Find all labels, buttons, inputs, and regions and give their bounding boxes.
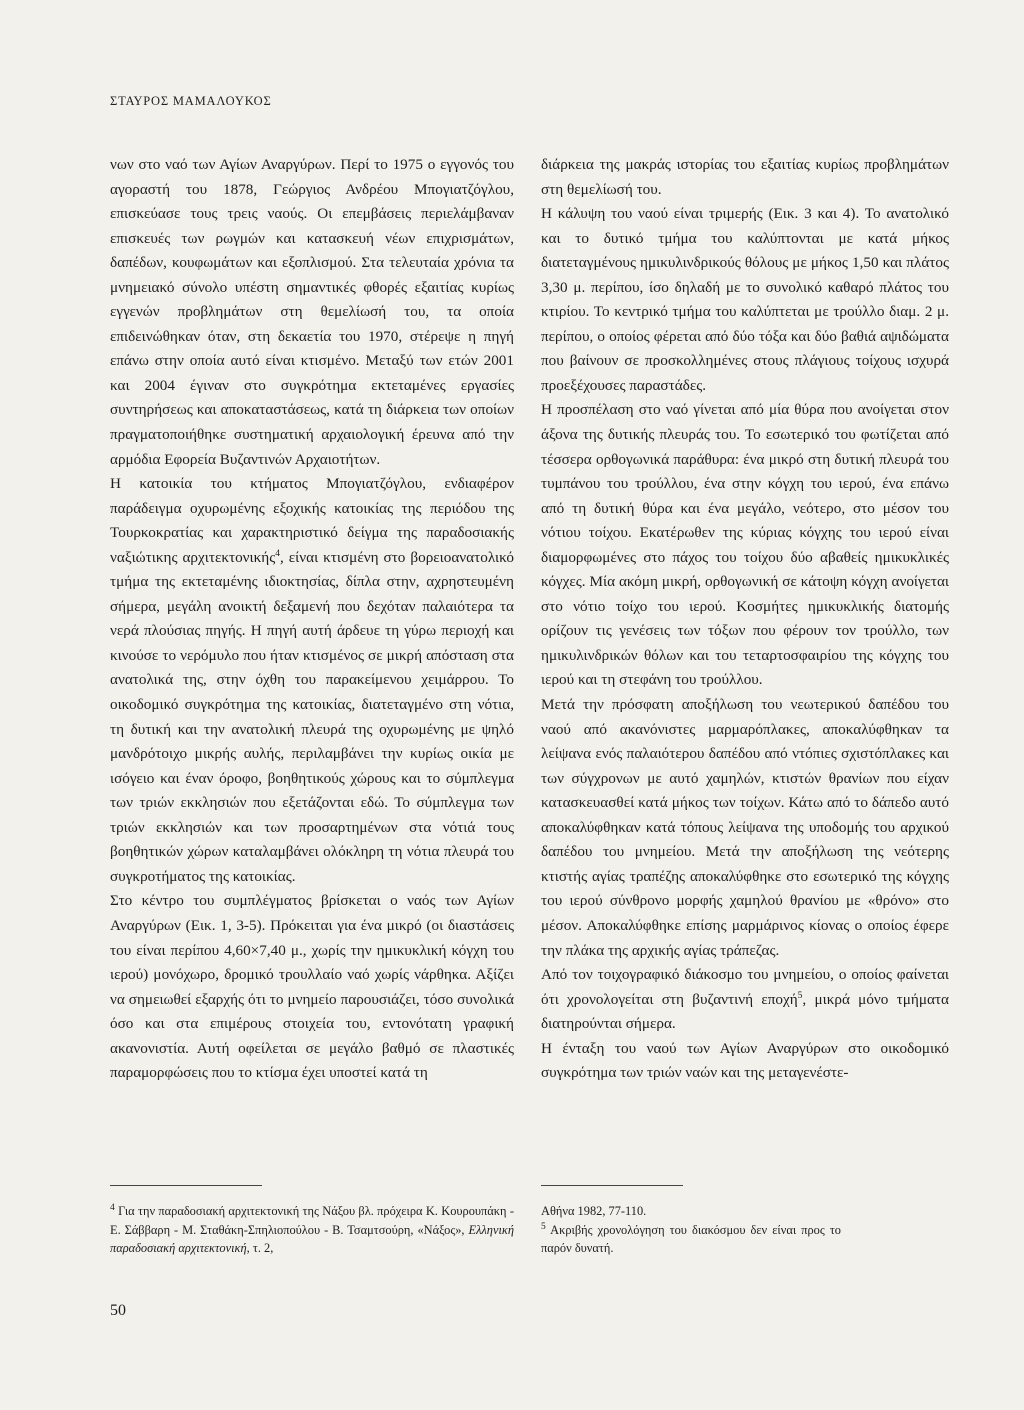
paragraph: Η κάλυψη του ναού είναι τριμερής (Εικ. 3 και 4). Το ανατολικό και το δυτικό τμήμα του καλύπτονται με κατά μήκος διατεταγμένους ημικυλινδρικούς θόλους με μήκος 1,50 και πλάτος 3,30 μ. περίπου, ίσο δηλαδή με το συνολικό καθαρό πλάτος του κτιρίου. Το κεντρικό τμήμα του καλύπτεται με τρούλλο διαμ. 2 μ. περίπου, ο οποίος φέρεται από δύο τόξα και δύο βαθιά αψιδώματα που βαίνουν σε προσκολλημένες στους πλάγιους τοίχους ισχυρά προεξέχουσες παραστάδες. [541,205,949,394]
paragraph: διάρκεια της μακράς ιστορίας του εξαιτίας κυρίως προβλημάτων στη θεμελίωσή του. [541,156,949,198]
paragraph [541,963,949,1037]
paragraph-text: , μικρά μόνο τμήματα διατηρούνται σήμερα. [541,990,949,1033]
footnote-4-continued: Αθήνα 1982, 77-110. [541,1204,647,1218]
footnote-ref-5[interactable]: 5 [797,990,803,1001]
paragraph [110,472,514,889]
footnote-number: 4 [110,1202,115,1213]
footnotes-left [110,1202,514,1258]
paragraph-text: , είναι κτισμένη στο βορειοανατολικό τμήμα της εκτεταμένης ιδιοκτησίας, δίπλα στην, αχρηστευμένη σήμερα, μεγάλη ανοικτή δεξαμενή που δεχόταν παλαιότερα τα νερά πλούσιας πηγής. Η πηγή αυτή άρδευε τη γύρω περιοχή και κινούσε το νερόμυλο που ήταν κτισμένος σε μικρή απόσταση στα ανατολικά της, στην όχθη του παρακείμενου χειμάρρου. Το οικοδομικό συγκρότημα της κατοικίας, διατεταγμένο στη νότια, τη δυτική και την ανατολική πλευρά της οχυρωμένης με ψηλό μανδρότοιχο μικρής αυλής, περιλαμβάνει την κυρίως οικία με ισόγειο και έναν όροφο, βοηθητικούς χώρους και το σύμπλεγμα των τριών εκκλησιών που εξετάζονται εδώ. Το σύμπλεγμα των τριών εκκλησιών και των προσαρτημένων στα νότιά τους βοηθητικών χώρων καταλαμβάνει ολόκληρη τη νότια πλευρά του συγκροτήματος της κατοικίας. [110,548,514,885]
footnote-5 [541,1221,841,1258]
footnote-number: 5 [541,1221,546,1232]
footnote-4 [110,1202,514,1258]
footnote-ref-4[interactable]: 4 [275,548,280,559]
footnote-divider [110,1185,262,1186]
footnote-text: Για την παραδοσιακή αρχιτεκτονική της Νάξου βλ. πρόχειρα Κ. Κουρουπάκη - Ε. Σάββαρη - Μ. Σταθάκη-Σπηλιοπούλου - Β. Τσαμτσούρη, «Νάξος», [110,1204,514,1237]
right-column [541,153,949,1086]
paragraph: νων στο ναό των Αγίων Αναργύρων. Περί το 1975 ο εγγονός του αγοραστή του 1878, Γεώργιος Ανδρέου Μπογιατζόγλου, επισκεύασε τους τρεις ναούς. Οι επεμβάσεις περιελάμβαναν επισκευές των ρωγμών και κατασκευή νέων επιχρισμάτων, δαπέδων, κουφωμάτων και εξοπλισμού. Στα τελευταία χρόνια τα μνημειακό σύνολο υπέστη σημαντικές φθορές εξαιτίας κυρίως εγγενών προβλημάτων στη θεμελίωσή του, τα οποία επιδεινώθηκαν όταν, στη δεκαετία του 1970, στέρεψε η πηγή επάνω στην οποία αυτό είναι κτισμένο. Μεταξύ των ετών 2001 και 2004 έγιναν στο συγκρότημα εκτεταμένες εργασίες συντηρήσεως και αποκαταστάσεως, κατά τη διάρκεια των οποίων πραγματοποιήθηκε συστηματική αρχαιολογική έρευνα από την αρμόδια Εφορεία Βυζαντινών Αρχαιοτήτων. [110,156,514,468]
footnote-text: , τ. 2, [246,1241,274,1256]
running-head: ΣΤΑΥΡΟΣ ΜΑΜΑΛΟΥΚΟΣ [110,94,272,108]
page-number: 50 [110,1302,126,1319]
paragraph-text: Η κατοικία του κτήματος Μπογιατζόγλου, ενδιαφέρον παράδειγμα οχυρωμένης εξοχικής κατοικίας της περιόδου της Τουρκοκρατίας και χαρακτηριστικό δείγμα της παραδοσιακής ναξιώτικης αρχιτεκτονικής [110,475,514,566]
footnotes-right [541,1202,841,1258]
footnote-text: Ακριβής χρονολόγηση του διακόσμου δεν είναι προς το παρόν δυνατή. [541,1222,841,1256]
paragraph: Η προσπέλαση στο ναό γίνεται από μία θύρα που ανοίγεται στον άξονα της δυτικής πλευράς του. Το εσωτερικό του φωτίζεται από τέσσερα ορθογωνικά παράθυρα: ένα μικρό στη δυτική πλευρά του τυμπάνου του τρούλλου, ένα στην κόγχη του ιερού, ένα επάνω από τη δυτική θύρα και ένα μεγάλο, νεότερο, στο μέσον του νότιου τοίχου. Εκατέρωθεν της κύριας κόγχης του ιερού είναι διαμορφωμένες στο πάχος του τοίχου δύο αβαθείς ημικυκλικές κόγχες. Μία ακόμη μικρή, ορθογωνική σε κάτοψη κόγχη ανοίγεται στο νότιο τοίχο του ιερού. Κοσμήτες ημικυκλικής διατομής ορίζουν τις γενέσεις των τόξων που φέρουν τον τρούλλο, των ημικυλινδρικών θόλων και του τεταρτοσφαιρίου της κόγχης του ιερού και τη στεφάνη του τρούλλου. [541,401,949,689]
paragraph: Η ένταξη του ναού των Αγίων Αναργύρων στο οικοδομικό συγκρότημα των τριών ναών και της μεταγενέστε- [541,1039,949,1082]
left-column [110,153,514,1086]
footnote-divider [541,1185,683,1186]
footnote-title: Ελληνική παραδοσιακή αρχιτεκτονική [110,1222,514,1256]
paragraph: Μετά την πρόσφατη αποξήλωση του νεωτερικού δαπέδου του ναού από ακανόνιστες μαρμαρόπλακες, αποκαλύφθηκαν τα λείψανα ενός παλαιότερου δαπέδου από ντόπιες σχιστόπλακες και των σύγχρονων με αυτό χαμηλών, κτιστών θρανίων που είχαν κατασκευασθεί κατά μήκος των τοίχων. Κάτω από το δάπεδο αυτό αποκαλύφθηκαν κατά τόπους λείψανα της υποδομής του αρχικού δαπέδου του μνημείου. Μετά την αποξήλωση της νεότερης κτιστής αγίας τραπέζης αποκαλύφθηκε στο εσωτερικό της κόγχης του ιερού σύνθρονο μορφής χαμηλού θρανίου με «θρόνο» στο μέσον. Αποκαλύφθηκε επίσης μαρμάρινος κίονας ο οποίος έφερε την πλάκα της αρχικής αγίας τράπεζας. [541,696,949,959]
paragraph: Στο κέντρο του συμπλέγματος βρίσκεται ο ναός των Αγίων Αναργύρων (Εικ. 1, 3-5). Πρόκειται για ένα μικρό (οι διαστάσεις του είναι περίπου 4,60×7,40 μ., χωρίς την ημικυκλική κόγχη του ιερού) μονόχωρο, δρομικό τρουλλαίο ναό χωρίς νάρθηκα. Αξίζει να σημειωθεί εξαρχής ότι το μνημείο παρουσιάζει, τόσο συνολικά όσο και στα επιμέρους στοιχεία του, εντονότατη γραφική ακανονιστία. Αυτή οφείλεται σε μεγάλο βαθμό σε πλαστικές παραμορφώσεις που το κτίσμα έχει υποστεί κατά τη [110,892,514,1082]
paragraph-text: Από τον τοιχογραφικό διάκοσμο του μνημείου, ο οποίος φαίνεται ότι χρονολογείται στη βυζαντινή εποχή [541,966,949,1008]
